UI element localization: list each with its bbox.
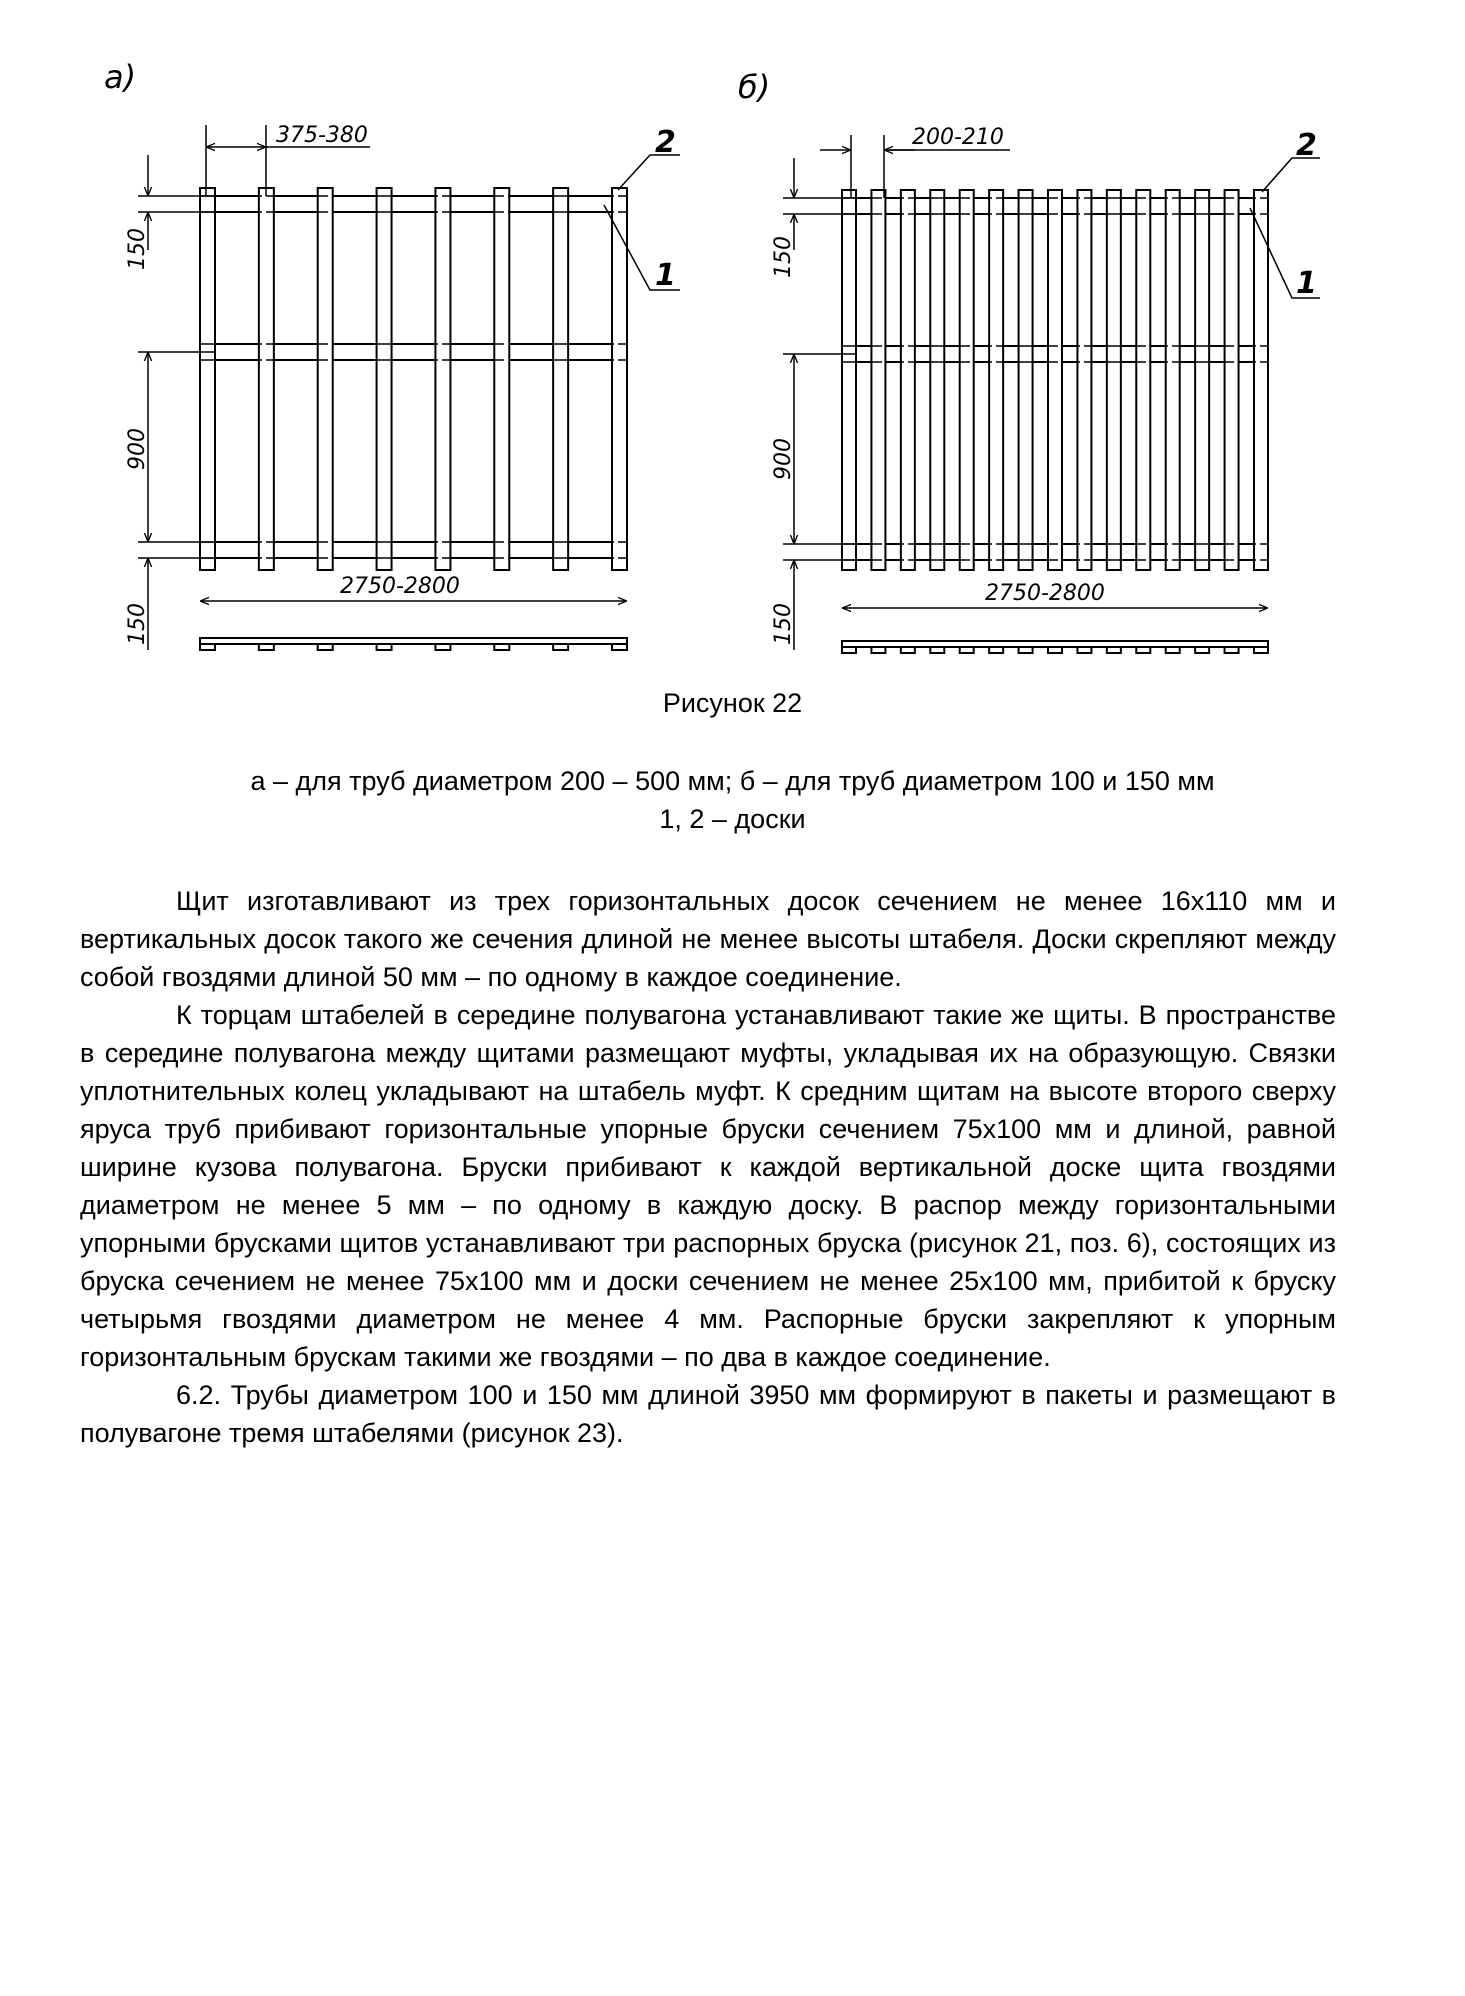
panel-b-bottom-section-view [842,641,1268,653]
panel-a-dim-v3: 150 [125,603,150,645]
vertical-board [1254,190,1268,570]
vertical-board [1048,190,1062,570]
section-vertical-board [200,644,215,650]
section-vertical-board [1195,647,1209,653]
panel-b-dim-top: 200-210 [912,125,1004,150]
section-vertical-board [842,647,856,653]
section-vertical-board [960,647,974,653]
vertical-board [318,188,333,570]
section-vertical-board [1077,647,1091,653]
vertical-board [1107,190,1121,570]
vertical-board [1166,190,1180,570]
panel-a-callout-2: 2 [655,125,676,160]
section-vertical-board [259,644,274,650]
section-vertical-board [318,644,333,650]
vertical-board [1225,190,1239,570]
vertical-board [960,190,974,570]
panel-a-dim-width: 2750-2800 [340,574,460,599]
section-vertical-board [871,647,885,653]
panel-a-callout-1: 1 [655,258,676,293]
vertical-board [377,188,392,570]
section-vertical-board [1254,647,1268,653]
panel-b-vertical-boards [842,190,1268,570]
vertical-board [842,190,856,570]
technical-drawing [0,0,1465,700]
section-vertical-board [1019,647,1033,653]
panel-a-dim-top: 375-380 [276,123,368,148]
section-vertical-board [1166,647,1180,653]
section-vertical-board [989,647,1003,653]
figure-legend-line2: 1, 2 – доски [659,804,806,834]
vertical-board [930,190,944,570]
panel-a-bottom-section-view [200,638,627,650]
figure-title: Рисунок 22 [662,688,803,718]
panel-a-dim-v1: 150 [125,228,150,270]
vertical-board [1195,190,1209,570]
panel-b-dim-v2: 900 [771,438,796,480]
panel-b-dim-v1: 150 [771,236,796,278]
panel-a [104,58,680,650]
panel-b-dim-width: 2750-2800 [985,581,1105,606]
section-vertical-board [1225,647,1239,653]
section-vertical-board [435,644,450,650]
vertical-board [1019,190,1033,570]
figure-legend-line1: а – для труб диаметром 200 – 500 мм; б – для труб диаметром 100 и 150 мм [250,766,1215,796]
vertical-board [1077,190,1091,570]
vertical-board [494,188,509,570]
vertical-board [901,190,915,570]
section-vertical-board [612,644,627,650]
paragraph: Щит изготавливают из трех горизонтальных досок сечением не менее 16х110 мм и вертикальных досок такого же сечения длиной не менее высоты штабеля. Доски скрепляют между собой гвоздями длиной 50 мм – по одному в каждое соединение. [80,886,1336,992]
section-vertical-board [1107,647,1121,653]
section-vertical-board [1048,647,1062,653]
vertical-board [553,188,568,570]
panel-b-callout-1: 1 [1296,266,1317,301]
section-vertical-board [377,644,392,650]
section-vertical-board [553,644,568,650]
vertical-board [871,190,885,570]
section-vertical-board [494,644,509,650]
vertical-board [435,188,450,570]
paragraph: 6.2. Трубы диаметром 100 и 150 мм длиной 3950 мм формируют в пакеты и размещают в полувагоне тремя штабелями (рисунок 23). [80,1380,1336,1448]
panel-b-callout-2: 2 [1296,128,1317,163]
panel-a-dim-v2: 900 [125,428,150,470]
vertical-board [1136,190,1150,570]
body-text [80,882,1336,1452]
vertical-board [259,188,274,570]
panel-b [738,68,1320,653]
vertical-board [989,190,1003,570]
vertical-board [612,188,627,570]
section-vertical-board [930,647,944,653]
section-vertical-board [901,647,915,653]
vertical-board [200,188,215,570]
panel-a-label: а) [104,58,137,96]
section-vertical-board [1136,647,1150,653]
panel-b-dim-v3: 150 [771,603,796,645]
paragraph: К торцам штабелей в середине полувагона устанавливают такие же щиты. В пространстве в середине полувагона между щитами размещают муфты, укладывая их на образующую. Связки уплотнительных колец укладывают на штабель муфт. К средним щитам на высоте второго сверху яруса труб прибивают горизонтальные упорные бруски сечением 75х100 мм и длиной, равной ширине кузова полувагона. Бруски прибивают к каждой вертикальной доске щита гвоздями диаметром не менее 5 мм – по одному в каждую доску. В распор между горизонтальными упорными брусками щитов устанавливают три распорных бруска (рисунок 21, поз. 6), состоящих из бруска сечением не менее 75х100 мм и доски сечением не менее 25х100 мм, прибитой к бруску четырьмя гвоздями диаметром не менее 4 мм. Распорные бруски закрепляют к упорным горизонтальным брускам такими же гвоздями – по два в каждое соединение. [80,1000,1336,1372]
panel-a-vertical-boards [200,188,627,570]
panel-b-label: б) [738,68,771,106]
